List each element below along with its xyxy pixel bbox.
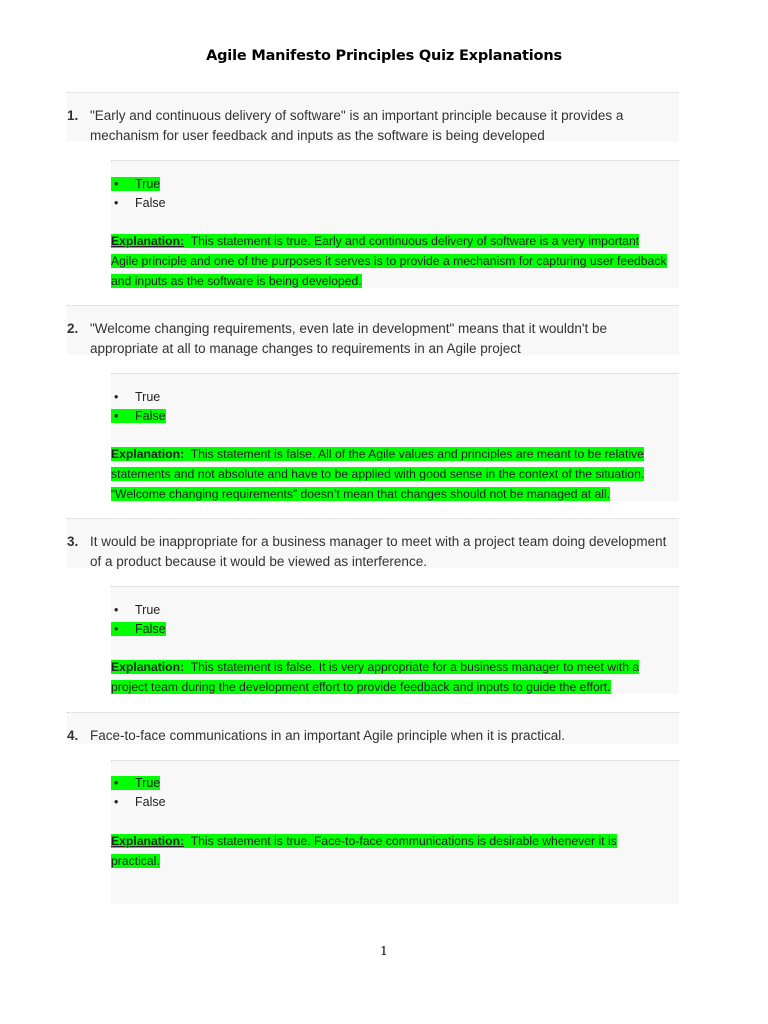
explanation-text: This statement is false. It is very appropriate for a business manager to meet with a project team during the development effort to provide feedback and inputs to guide the effort. [111,660,640,694]
option-true: • True [111,774,160,793]
question-text: "Early and continuous delivery of software" is an important principle because it provides a mechanism for user feedback and inputs as the software is being developed [90,108,624,143]
bullet-icon: • [114,409,119,423]
option-false: • False [111,407,166,426]
explanation [111,231,667,291]
answer-block-1 [111,160,679,288]
question-text: "Welcome changing requirements, even late in development" means that it wouldn't be appropriate at all to manage changes to requirements in an Agile project [90,321,607,356]
question-number: 2. [67,321,79,336]
explanation-label: Explanation: [111,447,185,461]
question-number: 1. [67,108,79,123]
option-true: • True [111,601,160,620]
question-4 [67,712,679,744]
explanation-label: Explanation: [111,834,185,848]
answer-block-2 [111,373,679,501]
option-true: • True [111,388,160,407]
option-false: • False [111,620,166,639]
explanation-text: This statement is true. Face-to-face communications is desirable whenever it is practical. [111,834,617,868]
option-false: • False [111,793,166,812]
question-text: Face-to-face communications in an important Agile principle when it is practical. [90,728,565,743]
question-text: It would be inappropriate for a business manager to meet with a project team doing development of a product because it would be viewed as interference. [90,534,667,569]
bullet-icon: • [114,603,119,617]
question-3 [67,518,679,568]
question-number: 4. [67,728,79,743]
explanation-label: Explanation: [111,234,185,248]
option-true: • True [111,175,160,194]
bullet-icon: • [114,390,119,404]
option-false: • False [111,194,166,213]
bullet-icon: • [114,776,119,790]
explanation-label: Explanation: [111,660,185,674]
answer-block-3 [111,586,679,694]
document-title: Agile Manifesto Principles Quiz Explanations [206,48,562,64]
bullet-icon: • [114,177,119,191]
explanation [111,444,667,504]
explanation [111,831,667,871]
bullet-icon: • [114,795,119,809]
explanation [111,657,667,697]
explanation-text: This statement is true. Early and continuous delivery of software is a very important Agile principle and one of the purposes it serves is to provide a mechanism for capturing user feedback and inputs as the software is being developed. [111,234,667,288]
question-1 [67,92,679,142]
page-number: 1 [380,944,388,958]
question-number: 3. [67,534,79,549]
bullet-icon: • [114,196,119,210]
bullet-icon: • [114,622,119,636]
answer-block-4 [111,760,679,904]
question-2 [67,305,679,355]
explanation-text: This statement is false. All of the Agile values and principles are meant to be relative statements and not absolute and have to be applied with good sense in the context of the situation. “Welcome changing requirements” doesn’t mean that changes should not be managed at all. [111,447,645,501]
